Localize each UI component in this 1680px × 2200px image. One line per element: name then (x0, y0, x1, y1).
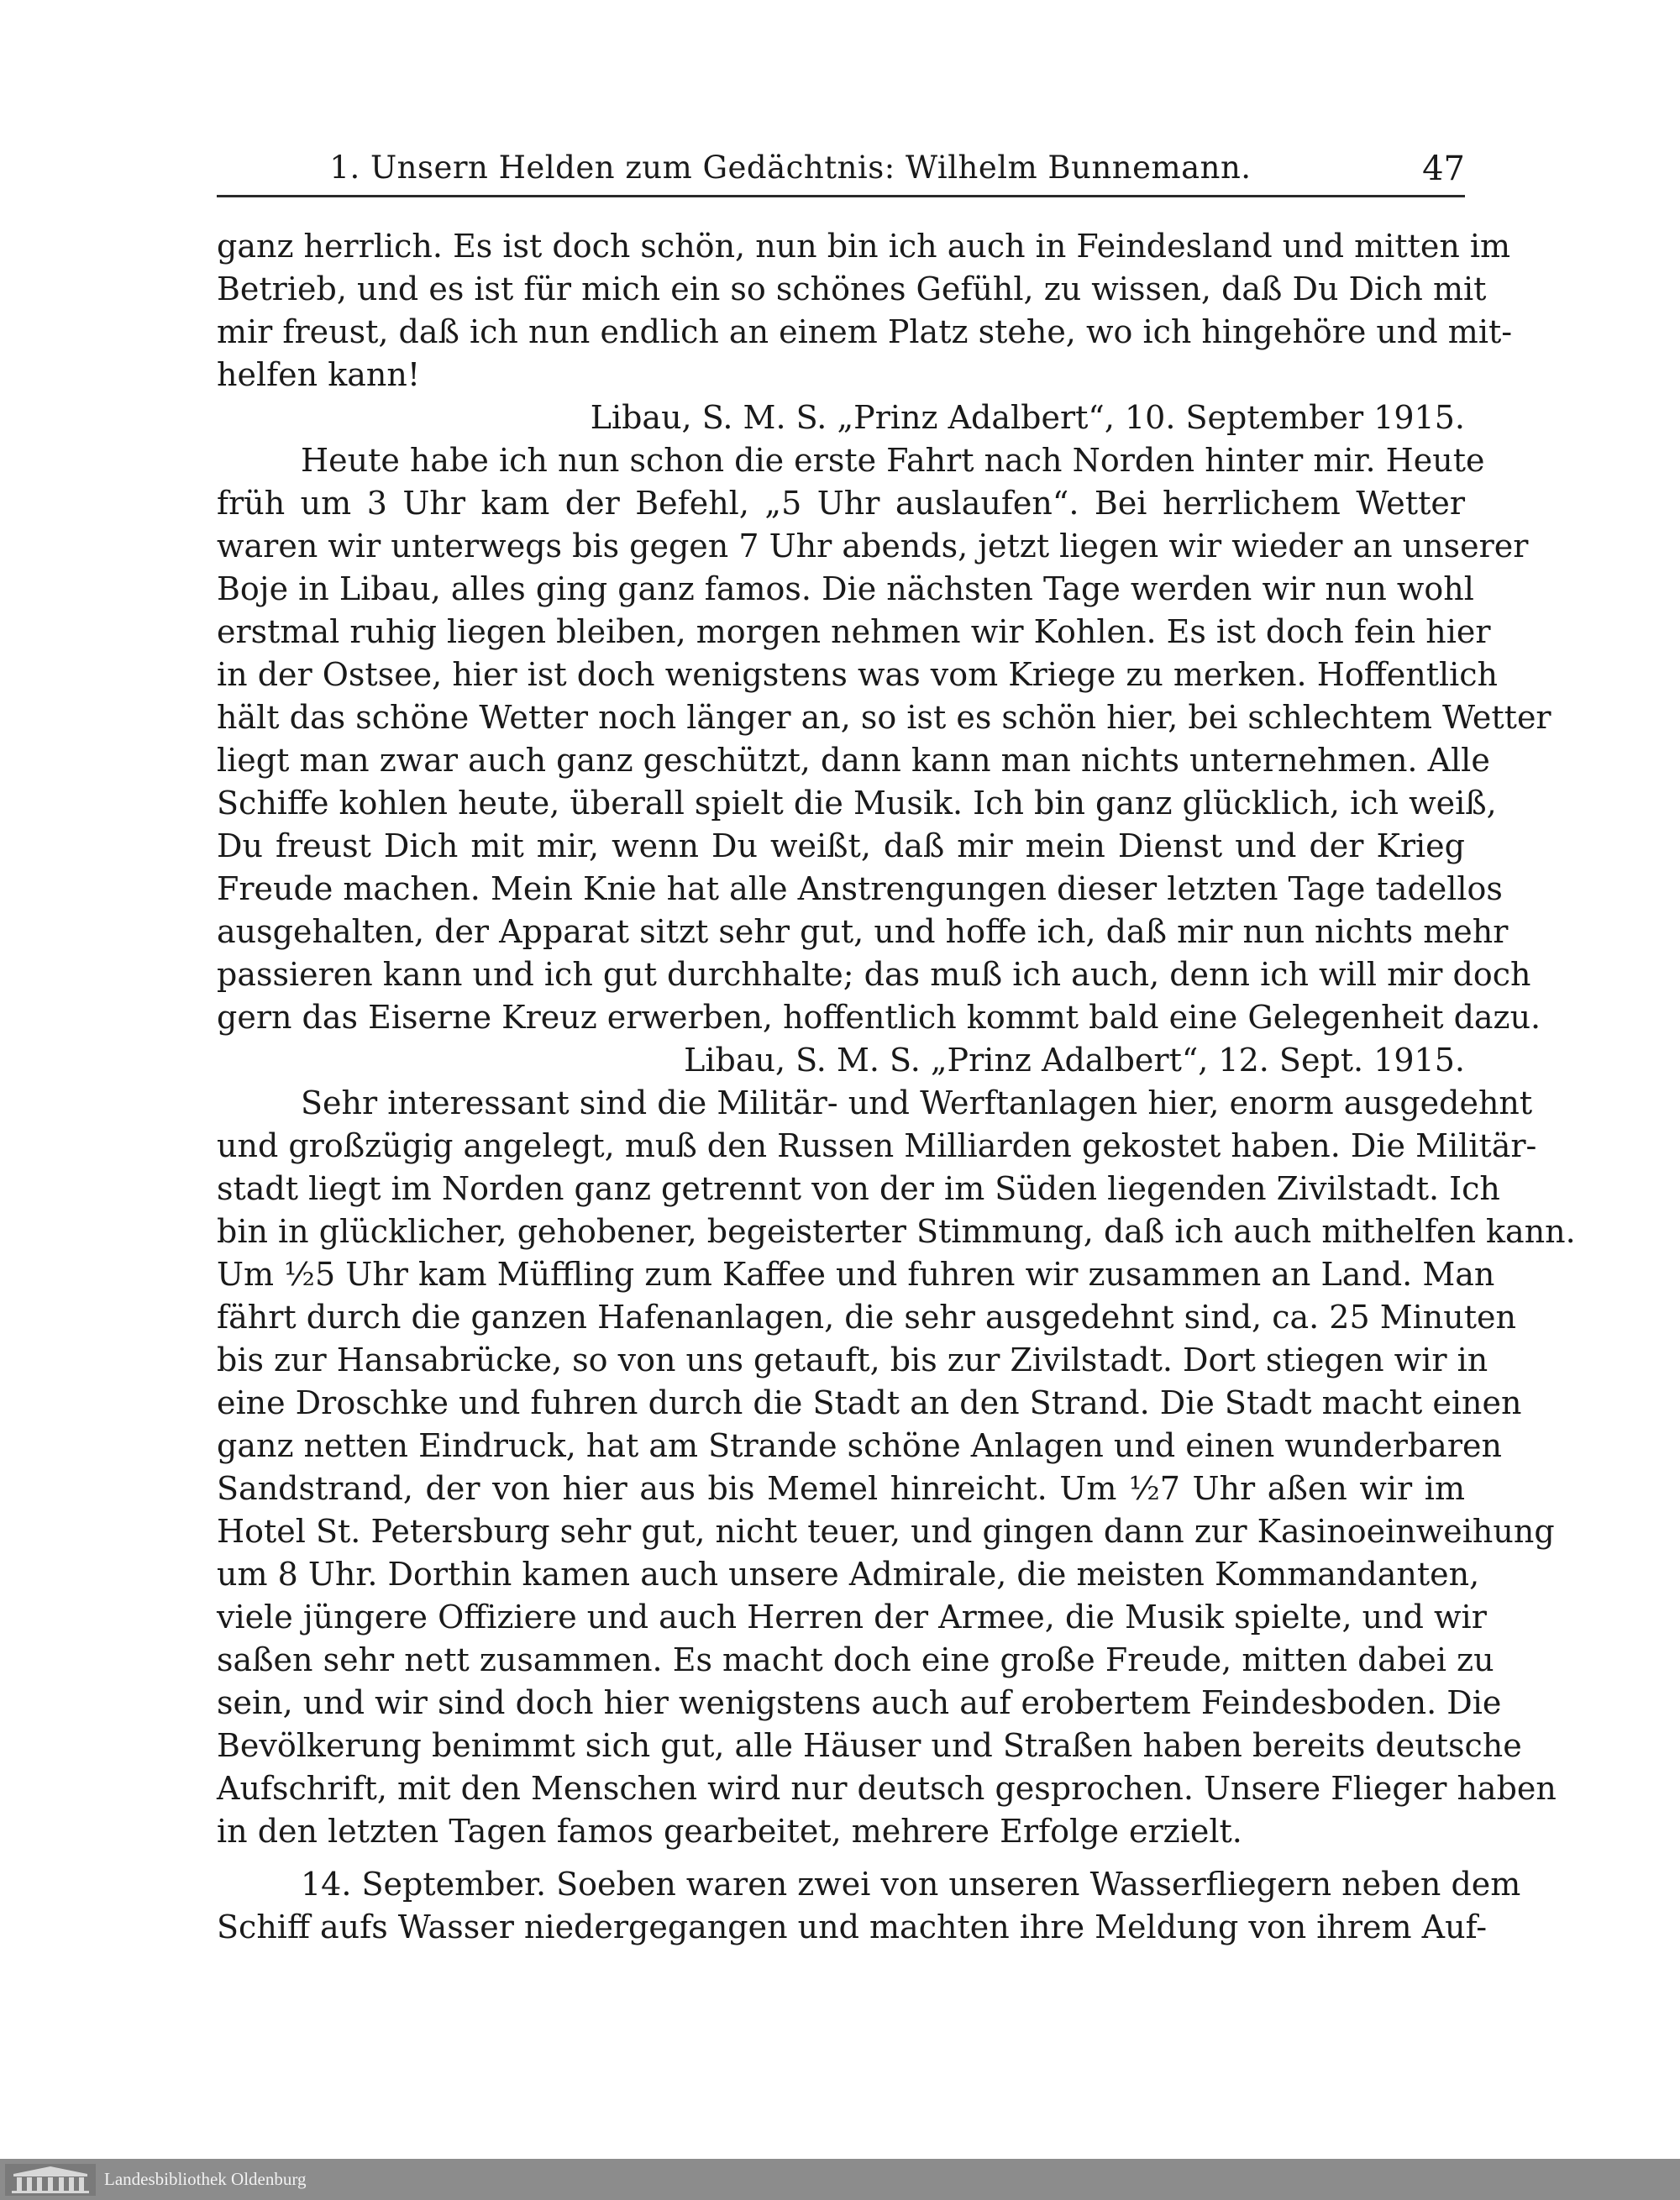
text-line: Aufschrift, mit den Menschen wird nur deutsch gesprochen. Unsere Flieger haben (217, 1770, 1557, 1807)
text-line: Betrieb, und es ist für mich ein so schönes Gefühl, zu wissen, daß Du Dich mit (217, 270, 1487, 307)
page-number: 47 (1422, 150, 1465, 188)
text-line: früh um 3 Uhr kam der Befehl, „5 Uhr auslaufen“. Bei herrlichem Wetter (217, 485, 1465, 522)
body-text (217, 225, 1576, 1949)
text-line: und großzügig angelegt, muß den Russen Milliarden gekostet haben. Die Militär- (217, 1127, 1537, 1164)
text-line: ganz netten Eindruck, hat am Strande schöne Anlagen und einen wunderbaren (217, 1427, 1502, 1464)
text-line: Bevölkerung benimmt sich gut, alle Häuser und Straßen haben bereits deutsche (217, 1727, 1522, 1764)
text-line: stadt liegt im Norden ganz getrennt von der im Süden liegenden Zivilstadt. Ich (217, 1170, 1500, 1207)
text-line: gern das Eiserne Kreuz erwerben, hoffentlich kommt bald eine Gelegenheit dazu. (217, 999, 1541, 1036)
text-line: waren wir unterwegs bis gegen 7 Uhr abends, jetzt liegen wir wieder an unserer (217, 528, 1529, 564)
text-line: fährt durch die ganzen Hafenanlagen, die sehr ausgedehnt sind, ca. 25 Minuten (217, 1299, 1516, 1336)
text-line: helfen kann! (217, 356, 421, 393)
text-line: in den letzten Tagen famos gearbeitet, mehrere Erfolge erzielt. (217, 1813, 1242, 1850)
paragraph-gap (217, 1853, 1465, 1863)
text-line: bin in glücklicher, gehobener, begeisterter Stimmung, daß ich auch mithelfen kann. (217, 1213, 1576, 1250)
text-line: Um ½5 Uhr kam Müffling zum Kaffee und fuhren wir zusammen an Land. Man (217, 1256, 1495, 1293)
text-line: eine Droschke und fuhren durch die Stadt an den Strand. Die Stadt macht einen (217, 1384, 1522, 1421)
text-line: passieren kann und ich gut durchhalte; das muß ich auch, denn ich will mir doch (217, 956, 1531, 993)
text-line: Boje in Libau, alles ging ganz famos. Die nächsten Tage werden wir nun wohl (217, 570, 1474, 607)
library-label: Landesbibliothek Oldenburg (104, 2169, 307, 2189)
text-line: Hotel St. Petersburg sehr gut, nicht teuer, und gingen dann zur Kasinoeinweihung (217, 1513, 1555, 1550)
text-line: um 8 Uhr. Dorthin kamen auch unsere Admirale, die meisten Kommandanten, (217, 1556, 1480, 1593)
library-building-icon (5, 2164, 96, 2196)
text-line: Schiffe kohlen heute, überall spielt die Musik. Ich bin ganz glücklich, ich weiß, (217, 785, 1497, 822)
text-line: Sehr interessant sind die Militär- und Werftanlagen hier, enorm ausgedehnt (301, 1084, 1533, 1121)
running-title: 1. Unsern Helden zum Gedächtnis: Wilhelm Bunnemann. (329, 150, 1252, 186)
text-line: erstmal ruhig liegen bleiben, morgen nehmen wir Kohlen. Es ist doch fein hier (217, 613, 1491, 650)
text-line: saßen sehr nett zusammen. Es macht doch eine große Freude, mitten dabei zu (217, 1641, 1494, 1678)
text-line: Du freust Dich mit mir, wenn Du weißt, daß mir mein Dienst und der Krieg (217, 827, 1465, 864)
text-line: Freude machen. Mein Knie hat alle Anstrengungen dieser letzten Tage tadellos (217, 870, 1503, 907)
text-line: Heute habe ich nun schon die erste Fahrt nach Norden hinter mir. Heute (301, 442, 1485, 479)
text-line: ganz herrlich. Es ist doch schön, nun bin ich auch in Feindesland und mitten im (217, 228, 1511, 265)
text-line: 14. September. Soeben waren zwei von unseren Wasserfliegern neben dem (301, 1866, 1521, 1903)
text-line: liegt man zwar auch ganz geschützt, dann kann man nichts unternehmen. Alle (217, 742, 1490, 779)
running-header (217, 144, 1465, 197)
text-line: Sandstrand, der von hier aus bis Memel hinreicht. Um ½7 Uhr aßen wir im (217, 1470, 1465, 1507)
text-line: ausgehalten, der Apparat sitzt sehr gut, und hoffe ich, daß mir nun nichts mehr (217, 913, 1509, 950)
dateline: Libau, S. M. S. „Prinz Adalbert“, 12. Sept. 1915. (684, 1042, 1465, 1079)
text-line: mir freust, daß ich nun endlich an einem Platz stehe, wo ich hingehöre und mit- (217, 313, 1513, 350)
footer-bar (0, 2159, 1680, 2200)
text-line: viele jüngere Offiziere und auch Herren der Armee, die Musik spielte, und wir (217, 1599, 1487, 1636)
text-line: hält das schöne Wetter noch länger an, so ist es schön hier, bei schlechtem Wetter (217, 699, 1551, 736)
text-line: Schiff aufs Wasser niedergegangen und machten ihre Meldung von ihrem Auf- (217, 1909, 1488, 1945)
dateline: Libau, S. M. S. „Prinz Adalbert“, 10. September 1915. (590, 399, 1465, 436)
text-line: bis zur Hansabrücke, so von uns getauft, bis zur Zivilstadt. Dort stiegen wir in (217, 1342, 1488, 1378)
text-line: in der Ostsee, hier ist doch wenigstens was vom Kriege zu merken. Hoffentlich (217, 656, 1499, 693)
text-line: sein, und wir sind doch hier wenigstens auch auf erobertem Feindesboden. Die (217, 1684, 1502, 1721)
